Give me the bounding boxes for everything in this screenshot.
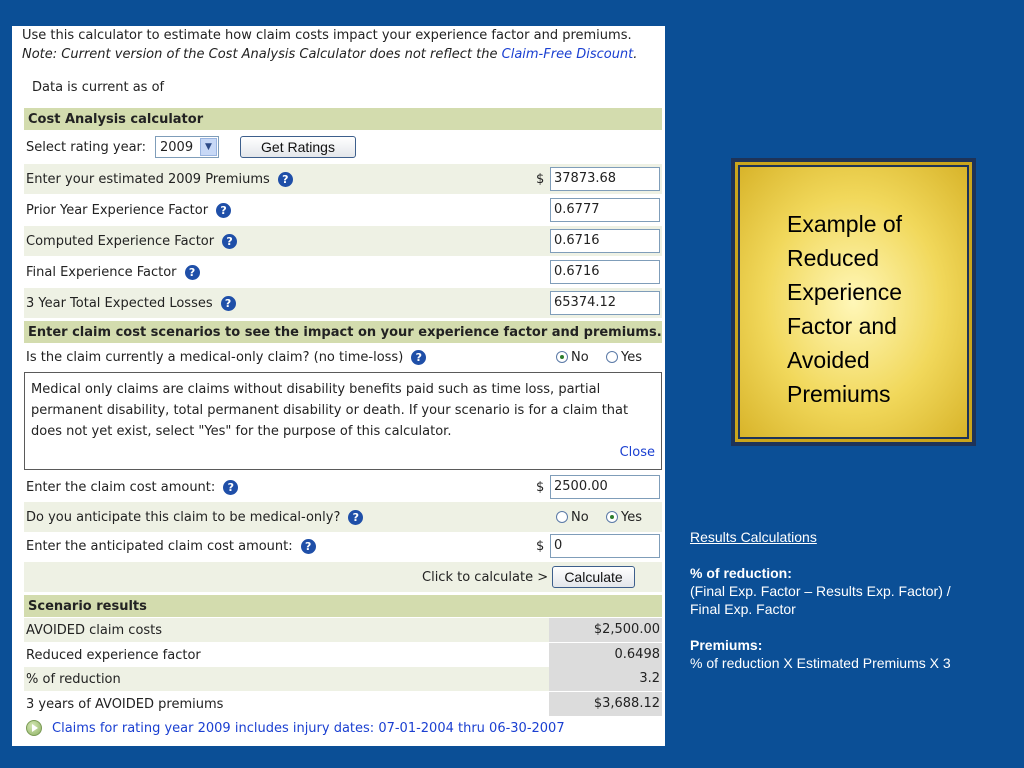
- cost-analysis-header: Cost Analysis calculator: [24, 108, 662, 130]
- final-input[interactable]: 0.6716: [550, 260, 660, 284]
- notes-heading: Results Calculations: [690, 529, 817, 545]
- info-text: Medical only claims are claims without disability benefits paid such as time loss, partial permanent disability, total permanent disability or death. If your scenario is for a claim that does not yet exist, select "Yes" for the purpose of this calculator.: [31, 382, 629, 439]
- claim-free-discount-link[interactable]: Claim-Free Discount: [501, 47, 634, 62]
- help-icon[interactable]: ?: [278, 172, 293, 187]
- callout-box: [731, 158, 976, 446]
- result-label: 3 years of AVOIDED premiums: [26, 696, 224, 712]
- final-label: [24, 265, 200, 280]
- expected-losses-label-text: 3 Year Total Expected Losses: [26, 295, 213, 311]
- calculate-button[interactable]: Calculate: [552, 566, 635, 588]
- help-icon[interactable]: ?: [223, 480, 238, 495]
- callout-line: Avoided: [787, 347, 870, 373]
- help-icon[interactable]: ?: [222, 234, 237, 249]
- result-value: $2,500.00: [549, 618, 662, 642]
- premiums-formula: % of reduction X Estimated Premiums X 3: [690, 655, 951, 671]
- result-label: Reduced experience factor: [26, 647, 201, 663]
- radio-no[interactable]: [556, 350, 589, 365]
- arrow-right-icon: [26, 720, 42, 736]
- callout-line: Factor and: [787, 313, 897, 339]
- anticipated-label-text: Enter the anticipated claim cost amount:: [26, 538, 293, 554]
- premiums-input[interactable]: 37873.68: [550, 167, 660, 191]
- callout-line: Reduced: [787, 245, 880, 271]
- callout-inner: [738, 165, 969, 439]
- radio-yes[interactable]: [606, 350, 642, 365]
- note-suffix: .: [633, 47, 638, 62]
- computed-label: [24, 234, 237, 249]
- premiums-label-text: Enter your estimated 2009 Premiums: [26, 171, 270, 187]
- result-value: 0.6498: [549, 643, 662, 667]
- note-text: Note: Current version of the Cost Analysis Calculator does not reflect the: [22, 47, 502, 62]
- reduction-formula-line2: Final Exp. Factor: [690, 601, 796, 617]
- final-label-text: Final Experience Factor: [26, 264, 177, 280]
- dollar-sign: $: [536, 479, 545, 495]
- rating-year-row: [24, 132, 662, 162]
- intro: [12, 26, 665, 97]
- result-row: [24, 618, 662, 642]
- help-icon[interactable]: ?: [348, 510, 363, 525]
- result-row: [24, 692, 662, 716]
- close-link[interactable]: Close: [619, 445, 655, 460]
- medical-only-question: Is the claim currently a medical-only claim? (no time-loss): [26, 349, 404, 365]
- prior-year-label: [24, 203, 231, 218]
- rating-year-label: Select rating year:: [26, 139, 147, 155]
- claim-cost-input[interactable]: 2500.00: [550, 475, 660, 499]
- callout-text: [787, 207, 967, 411]
- callout-line: Example of: [787, 211, 903, 237]
- radio-icon: [556, 511, 568, 523]
- expected-losses-row: [24, 288, 662, 318]
- help-icon[interactable]: ?: [185, 265, 200, 280]
- result-row: [24, 667, 662, 691]
- radio-no-label: No: [571, 509, 589, 525]
- premiums-row: [24, 164, 662, 194]
- scenario-results-header: Scenario results: [24, 595, 662, 617]
- injury-dates-footer: [26, 720, 565, 736]
- click-to-calculate-label: Click to calculate >: [422, 569, 549, 585]
- data-current-text: Data is current as of: [32, 80, 165, 95]
- anticipate-label: [24, 510, 363, 525]
- radio-yes-label: Yes: [621, 509, 642, 525]
- premiums-label: [24, 172, 293, 187]
- help-icon[interactable]: ?: [216, 203, 231, 218]
- computed-row: [24, 226, 662, 256]
- result-row: [24, 643, 662, 667]
- anticipate-radio-yes[interactable]: [606, 510, 642, 525]
- prior-year-input[interactable]: 0.6777: [550, 198, 660, 222]
- anticipate-radio-no[interactable]: [556, 510, 589, 525]
- help-icon[interactable]: ?: [411, 350, 426, 365]
- medical-only-row: [24, 344, 662, 370]
- radio-selected-icon: [606, 511, 618, 523]
- help-icon[interactable]: ?: [221, 296, 236, 311]
- radio-no-label: No: [571, 349, 589, 365]
- dollar-sign: $: [536, 171, 545, 187]
- chevron-down-icon[interactable]: ▼: [200, 138, 217, 156]
- claim-cost-row: [24, 472, 662, 502]
- calculate-row: [24, 562, 662, 592]
- prior-year-row: [24, 195, 662, 225]
- anticipated-cost-input[interactable]: 0: [550, 534, 660, 558]
- result-label: % of reduction: [26, 671, 121, 687]
- anticipated-cost-label: [24, 539, 316, 554]
- callout-line: Experience: [787, 279, 903, 305]
- results-calculations-notes: [690, 528, 1020, 672]
- expected-losses-input[interactable]: 65374.12: [550, 291, 660, 315]
- expected-losses-label: [24, 296, 236, 311]
- intro-text: Use this calculator to estimate how claim costs impact your experience factor and premiums.: [22, 28, 632, 43]
- claim-cost-label: [24, 480, 238, 495]
- premiums-title: Premiums:: [690, 637, 763, 653]
- dollar-sign: $: [536, 538, 545, 554]
- radio-icon: [606, 351, 618, 363]
- final-row: [24, 257, 662, 287]
- anticipate-row: [24, 502, 662, 532]
- intro-note: [22, 45, 655, 64]
- computed-input[interactable]: 0.6716: [550, 229, 660, 253]
- injury-dates-text: Claims for rating year 2009 includes injury dates: 07-01-2004 thru 06-30-2007: [52, 720, 565, 736]
- reduction-title: % of reduction:: [690, 565, 792, 581]
- result-label: AVOIDED claim costs: [26, 622, 163, 638]
- reduction-formula-line1: (Final Exp. Factor – Results Exp. Factor) /: [690, 583, 951, 599]
- rating-year-value: 2009: [160, 139, 194, 155]
- medical-only-label: [24, 350, 426, 365]
- anticipated-cost-row: [24, 531, 662, 561]
- radio-yes-label: Yes: [621, 349, 642, 365]
- medical-only-info-box: [24, 372, 662, 470]
- radio-selected-icon: [556, 351, 568, 363]
- rating-year-select[interactable]: [155, 136, 219, 158]
- result-value: $3,688.12: [549, 692, 662, 716]
- computed-label-text: Computed Experience Factor: [26, 233, 215, 249]
- anticipate-question: Do you anticipate this claim to be medical-only?: [26, 509, 341, 525]
- prior-year-label-text: Prior Year Experience Factor: [26, 202, 209, 218]
- get-ratings-button[interactable]: Get Ratings: [240, 136, 356, 158]
- scenarios-header: Enter claim cost scenarios to see the impact on your experience factor and premiums.: [24, 321, 662, 343]
- callout-line: Premiums: [787, 381, 891, 407]
- help-icon[interactable]: ?: [301, 539, 316, 554]
- calculator-panel: [12, 26, 665, 746]
- claim-cost-label-text: Enter the claim cost amount:: [26, 479, 216, 495]
- result-value: 3.2: [549, 667, 662, 691]
